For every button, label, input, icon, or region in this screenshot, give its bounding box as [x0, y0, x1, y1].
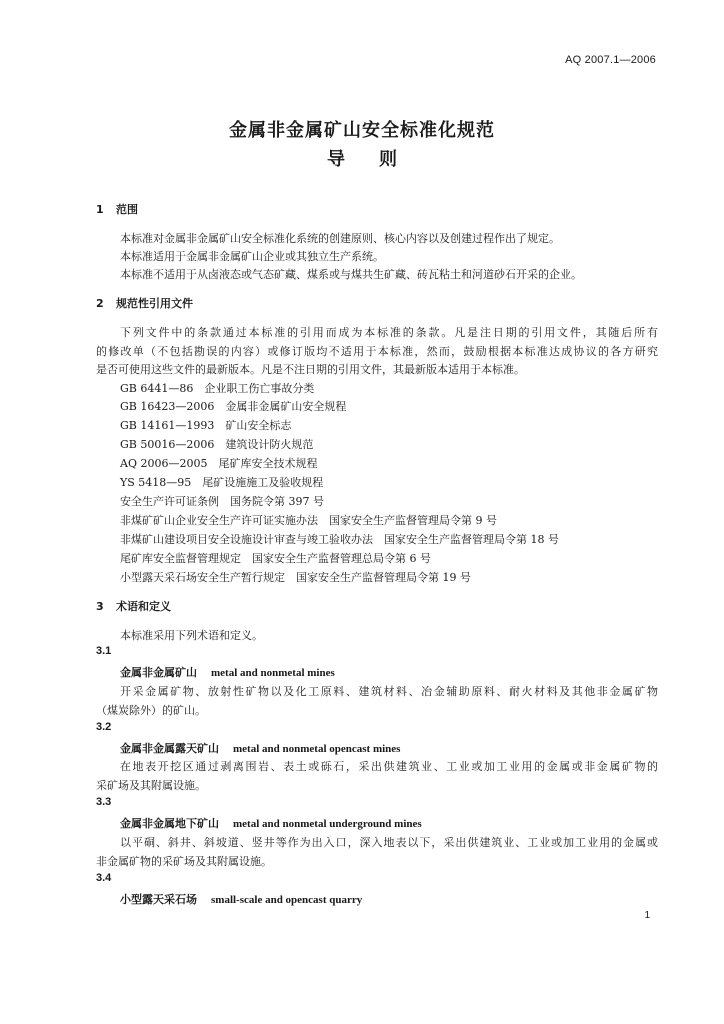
reference-item: 小型露天采石场安全生产暂行规定 国家安全生产监督管理局令第 19 号 [120, 571, 471, 584]
clause-number: 3.2 [96, 721, 112, 733]
term-cn: 小型露天采石场 [120, 893, 197, 906]
section-title: 规范性引用文件 [116, 297, 193, 310]
term-en: metal and nonmetal mines [211, 667, 335, 679]
paragraph: 本标准适用于金属非金属矿山企业或其独立生产系统。 [120, 250, 384, 263]
paragraph-line: 下列文件中的条款通过本标准的引用而成为本标准的条款。凡是注日期的引用文件，其随后所有 [120, 326, 658, 339]
reference-item: GB 16423—2006 金属非金属矿山安全规程 [120, 400, 347, 413]
reference-item: 非煤矿矿山企业安全生产许可证实施办法 国家安全生产监督管理局令第 9 号 [120, 514, 497, 527]
term-heading [120, 815, 422, 831]
clause-number: 3.3 [96, 796, 112, 808]
definition-line: 开采金属矿物、放射性矿物以及化工原料、建筑材料、冶金辅助原料、耐火材料及其他非金属矿物 [120, 685, 658, 698]
section-title: 范围 [116, 203, 138, 216]
paragraph-line: 的修改单（不包括勘误的内容）或修订版均不适用于本标准，然而，鼓励根据本标准达成协议的各方研究 [96, 345, 658, 358]
term-cn: 金属非金属露天矿山 [120, 742, 219, 755]
section-3-heading [96, 598, 171, 614]
term-en: small-scale and opencast quarry [211, 894, 363, 906]
term-cn: 金属非金属矿山 [120, 666, 197, 679]
term-en: metal and nonmetal opencast mines [233, 743, 401, 755]
reference-item: GB 50016—2006 建筑设计防火规范 [120, 438, 314, 451]
term-cn: 金属非金属地下矿山 [120, 817, 219, 830]
term-heading [120, 740, 400, 756]
term-heading [120, 891, 362, 907]
clause-number: 3.1 [96, 645, 112, 657]
section-title: 术语和定义 [116, 600, 171, 613]
term-en: metal and nonmetal underground mines [233, 818, 422, 830]
section-1-heading [96, 201, 138, 217]
section-number: 3 [96, 600, 104, 613]
reference-item: 安全生产许可证条例 国务院令第 397 号 [120, 495, 324, 508]
page-number: 1 [644, 910, 650, 921]
document-subtitle: 导则 [327, 149, 431, 170]
reference-item: AQ 2006—2005 尾矿库安全技术规程 [120, 457, 318, 470]
definition-line: 以平硐、斜井、斜坡道、竖井等作为出入口，深入地表以下，采出供建筑业、工业或加工业用的金属或 [120, 836, 658, 849]
section-2-heading [96, 295, 193, 311]
term-heading [120, 664, 335, 680]
reference-item: 非煤矿山建设项目安全设施设计审查与竣工验收办法 国家安全生产监督管理局令第 18 号 [120, 533, 559, 546]
paragraph: 本标准采用下列术语和定义。 [120, 629, 263, 642]
reference-item: 尾矿库安全监督管理规定 国家安全生产监督管理总局令第 6 号 [120, 552, 431, 565]
reference-item: GB 14161—1993 矿山安全标志 [120, 419, 292, 432]
section-number: 2 [96, 297, 104, 310]
paragraph: 本标准不适用于从卤液态或气态矿藏、煤系或与煤共生矿藏、砖瓦粘土和河道砂石开采的企业。 [120, 268, 582, 281]
standard-code: AQ 2007.1—2006 [565, 54, 656, 66]
paragraph-line: 是否可使用这些文件的最新版本。凡是不注日期的引用文件，其最新版本适用于本标准。 [96, 363, 525, 376]
definition-line: （煤炭除外）的矿山。 [96, 704, 206, 717]
reference-item: GB 6441—86 企业职工伤亡事故分类 [120, 382, 315, 395]
definition-line: 非金属矿物的采矿场及其附属设施。 [96, 855, 272, 868]
reference-item: YS 5418—95 尾矿设施施工及验收规程 [120, 476, 324, 489]
section-number: 1 [96, 203, 104, 216]
paragraph: 本标准对金属非金属矿山安全标准化系统的创建原则、核心内容以及创建过程作出了规定。 [120, 232, 560, 245]
clause-number: 3.4 [96, 872, 112, 884]
definition-line: 在地表开挖区通过剥离围岩、表土或砾石，采出供建筑业、工业或加工业用的金属或非金属矿物的 [120, 760, 658, 773]
definition-line: 采矿场及其附属设施。 [96, 779, 206, 792]
document-title: 金属非金属矿山安全标准化规范 [229, 120, 495, 141]
